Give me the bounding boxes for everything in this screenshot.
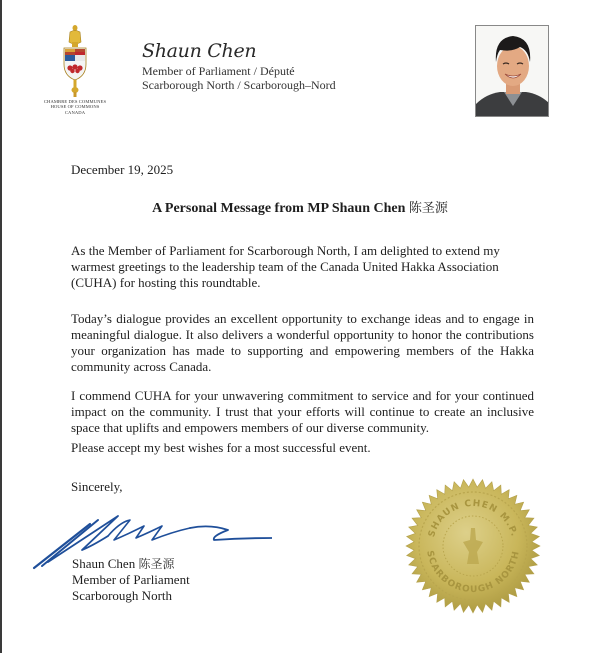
signatory-title: Member of Parliament <box>72 572 190 587</box>
paragraph-commendation: I commend CUHA for your unwavering commitment to service and for your continued impact on the community. I trust that your efforts will continue to create an inclusive space that uplifts and empowers members of our diverse community. <box>71 388 534 435</box>
signatory-name: Shaun Chen <box>72 556 136 571</box>
paragraph-best-wishes: Please accept my best wishes for a most successful event. <box>71 440 371 455</box>
signatory-chinese-name: 陈圣源 <box>138 557 175 571</box>
house-of-commons-crest <box>40 24 110 115</box>
crest-caption-line: CHAMBRE DES COMMUNES <box>43 99 107 104</box>
letter-heading-text: A Personal Message from MP Shaun Chen <box>152 201 406 216</box>
paragraph-greeting: As the Member of Parliament for Scarborough North, I am delighted to extend my warmest greetings to the leadership team of the Canada United Hakka Association (CUHA) for hosting this roundtable. <box>71 243 500 290</box>
letter-closing: Sincerely, <box>71 479 123 494</box>
mp-riding-line: Scarborough North / Scarborough–Nord <box>142 78 336 92</box>
seal-starburst-icon <box>405 478 541 614</box>
crest-caption-line: CANADA <box>64 109 86 115</box>
mp-title-line: Member of Parliament / Député <box>142 64 295 78</box>
seal-top-text: SHAUN CHEN M.P. <box>427 498 519 539</box>
letterhead-mp-info <box>142 40 336 92</box>
crest-caption-line: HOUSE OF COMMONS <box>50 104 100 110</box>
signatory-name-line <box>72 556 190 572</box>
signature-block <box>72 556 190 604</box>
page-left-border <box>0 0 2 653</box>
portrait-image <box>476 26 549 117</box>
signatory-riding: Scarborough North <box>72 588 173 603</box>
crest-caption <box>40 99 110 115</box>
mace-coat-of-arms-icon <box>61 24 89 98</box>
paragraph-dialogue: Today’s dialogue provides an excellent opportunity to exchange ideas and to engage in meaningful dialogue. It also delivers a wonderful opportunity to honor the contributions your organization has made to supporting and empowering members of the Hakka community across Canada. <box>71 311 534 374</box>
gold-embossed-seal <box>405 478 541 619</box>
seal-bottom-text: SCARBOROUGH NORTH <box>424 549 522 596</box>
letter-heading-chinese-name: 陈圣源 <box>408 201 448 216</box>
mp-portrait-photo <box>475 25 549 117</box>
mp-script-name: Shaun Chen <box>142 40 257 62</box>
letter-date: December 19, 2025 <box>71 162 174 177</box>
letter-heading <box>0 200 600 218</box>
